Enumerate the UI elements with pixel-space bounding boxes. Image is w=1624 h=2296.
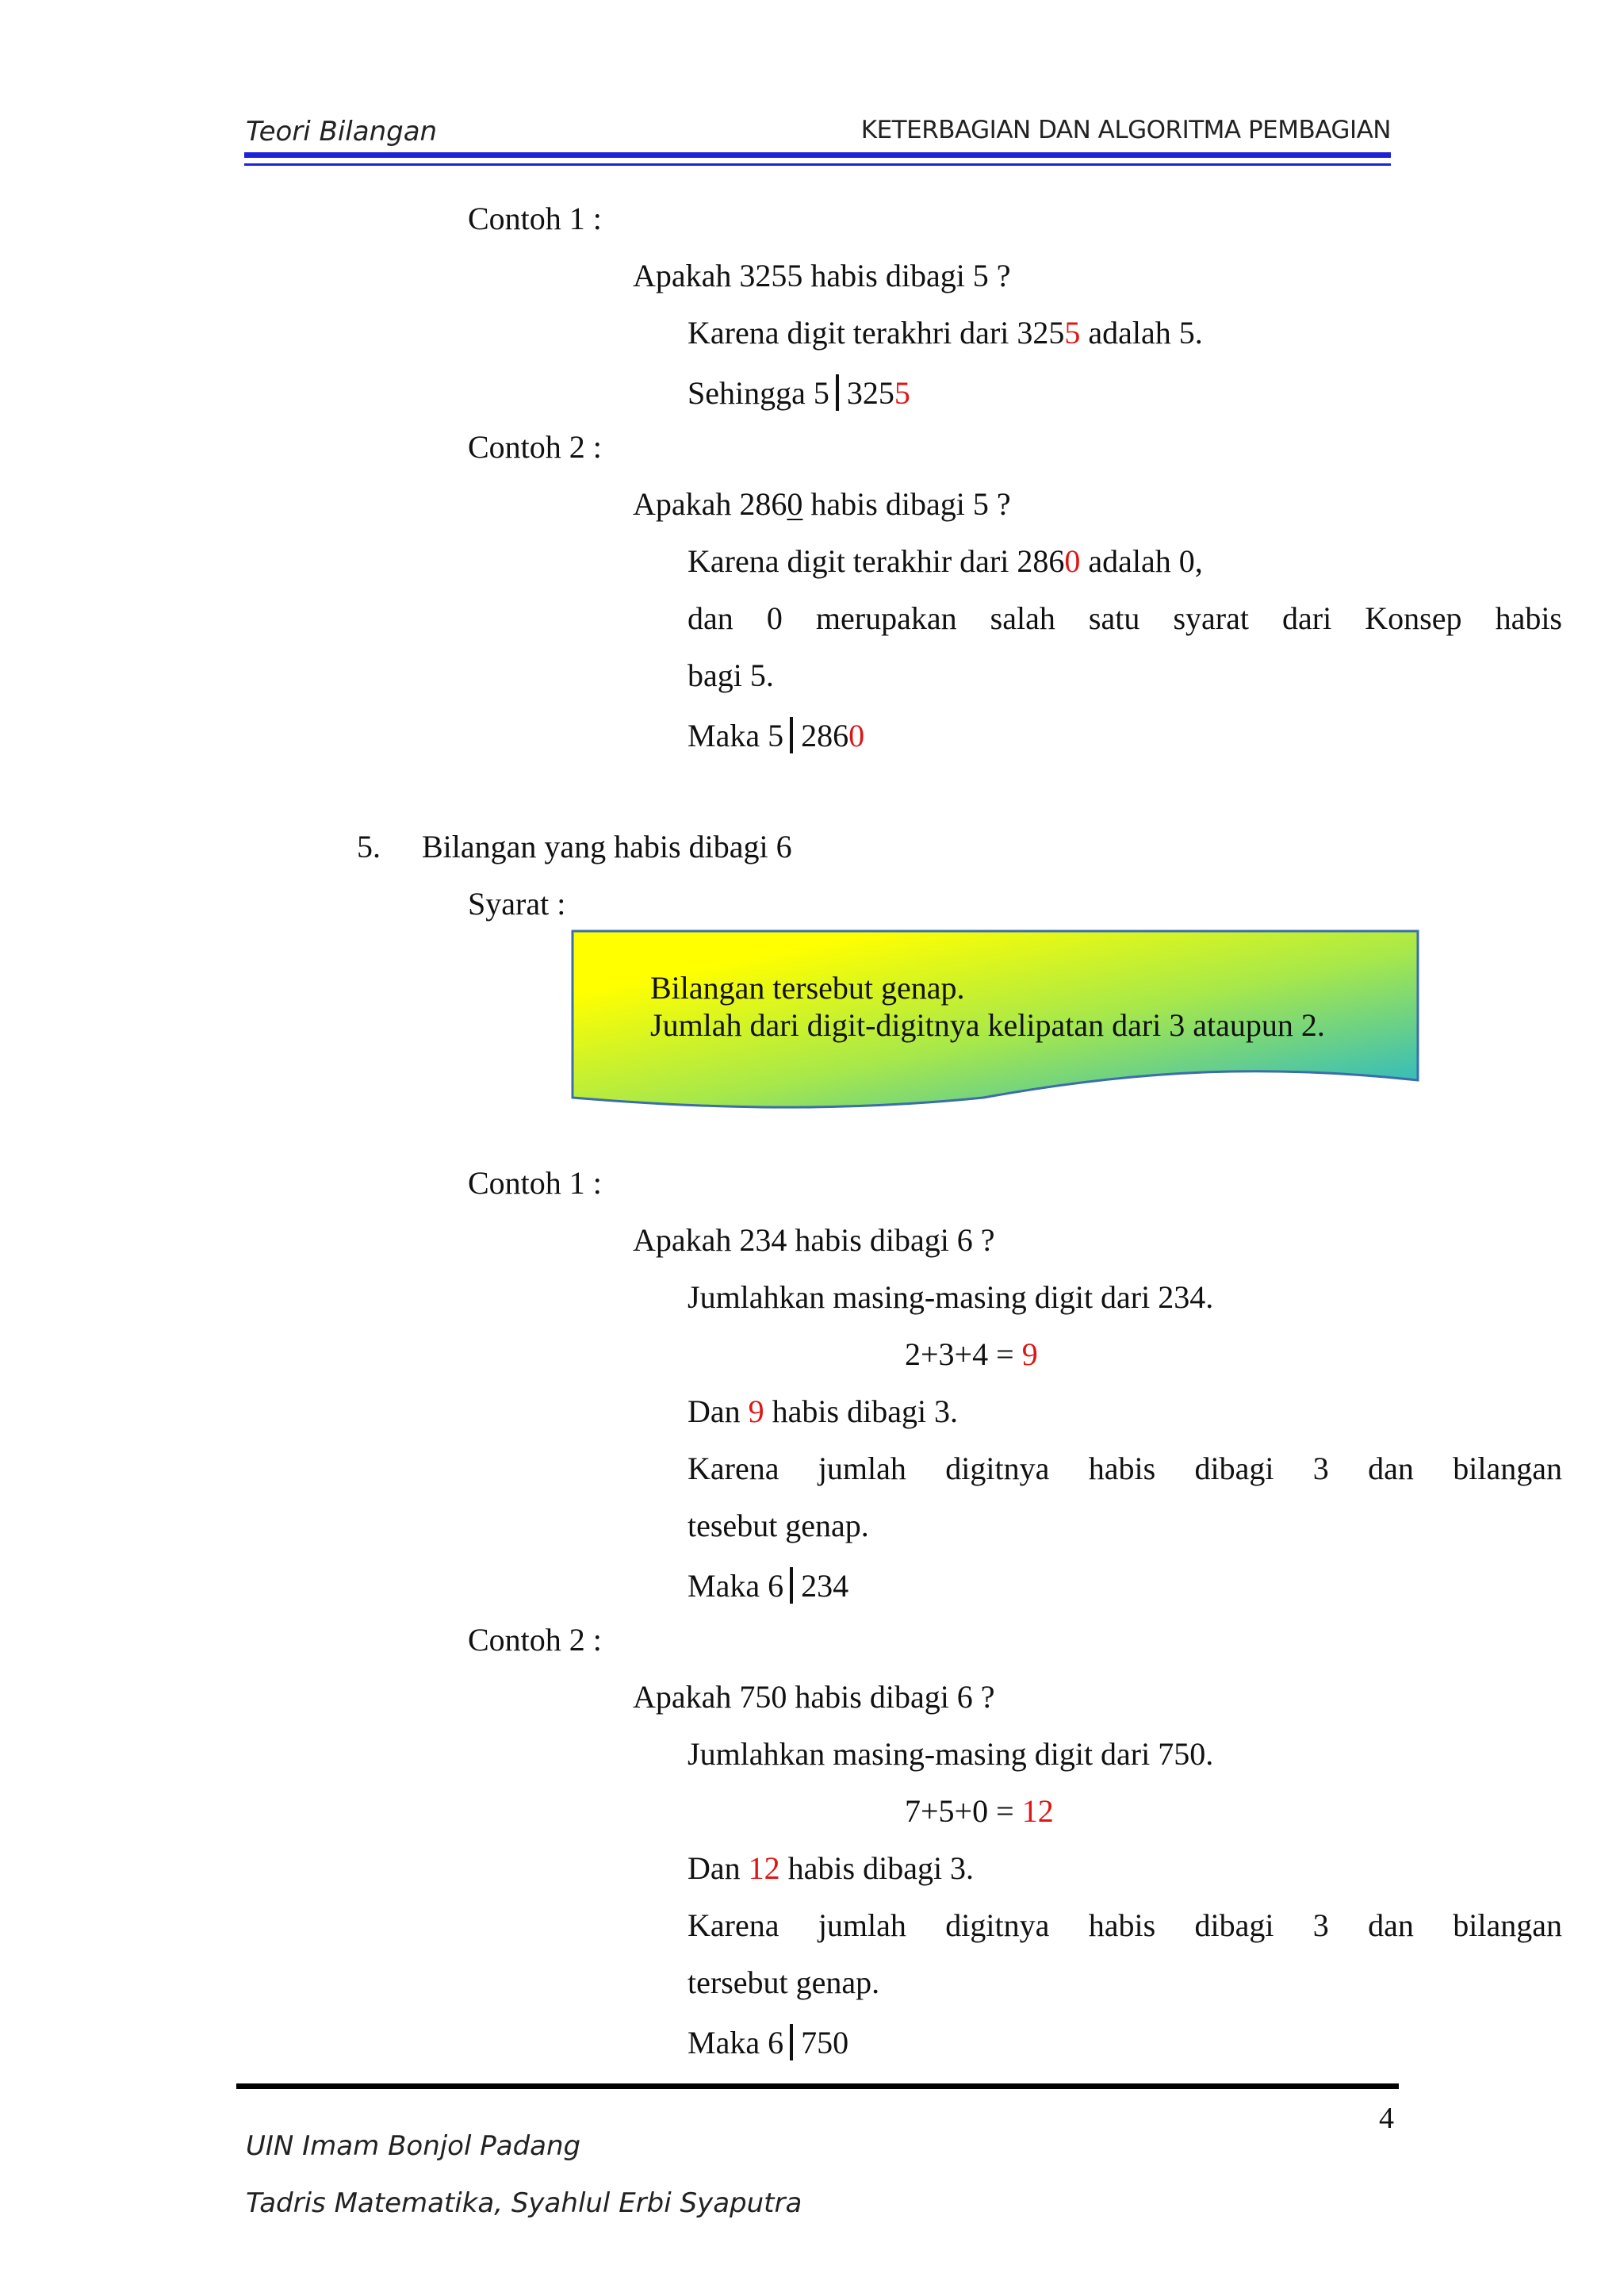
example-explanation: Karena digit terakhir dari 2860 adalah 0,	[688, 543, 1203, 579]
section-title: Bilangan yang habis dibagi 6	[422, 829, 792, 864]
requirement-label: Syarat :	[468, 886, 566, 922]
example-question: Apakah 234 habis dibagi 6 ?	[633, 1222, 995, 1258]
requirement-line: Jumlah dari digit-digitnya kelipatan dari 3 ataupun 2.	[650, 1007, 1325, 1043]
example-explanation: bagi 5.	[688, 657, 774, 693]
example-explanation: tersebut genap.	[688, 1964, 880, 2000]
example-explanation: Jumlahkan masing-masing digit dari 750.	[688, 1736, 1214, 1772]
example-label: Contoh 2 :	[468, 1622, 602, 1658]
example-label: Contoh 1 :	[468, 1165, 602, 1201]
divides-bar	[790, 717, 793, 753]
example-conclusion: Sehingga 5 3255	[688, 375, 910, 411]
header-rule	[244, 152, 1391, 158]
digit-sum-equation: 2+3+4 = 9	[905, 1336, 1038, 1372]
example-explanation: Dan 12 habis dibagi 3.	[688, 1850, 975, 1886]
example-explanation: Dan 9 habis dibagi 3.	[688, 1393, 959, 1429]
example-explanation: tesebut genap.	[688, 1508, 869, 1543]
example-label: Contoh 2 :	[468, 429, 602, 465]
page-number: 4	[1379, 2102, 1394, 2135]
example-explanation: Karena jumlah digitnya habis dibagi 3 dan bilangan	[688, 1907, 1562, 1943]
example-question: Apakah 750 habis dibagi 6 ?	[633, 1679, 995, 1715]
footer-rule	[236, 2083, 1399, 2089]
divides-bar	[790, 2024, 793, 2060]
requirement-line: Bilangan tersebut genap.	[650, 970, 965, 1006]
list-number: 5.	[357, 829, 381, 864]
header-left-title: Teori Bilangan	[246, 116, 438, 148]
digit-sum-equation: 7+5+0 = 12	[905, 1793, 1054, 1829]
header-rule-thin	[244, 163, 1391, 166]
example-label: Contoh 1 :	[468, 201, 602, 236]
example-explanation: Karena digit terakhri dari 3255 adalah 5.	[688, 315, 1203, 351]
example-explanation: Karena jumlah digitnya habis dibagi 3 dan bilangan	[688, 1451, 1562, 1486]
example-explanation: dan 0 merupakan salah satu syarat dari Konsep habis	[688, 600, 1562, 636]
footer-institution: UIN Imam Bonjol Padang	[246, 2130, 581, 2162]
example-conclusion: Maka 6 234	[688, 1568, 849, 1604]
example-explanation: Jumlahkan masing-masing digit dari 234.	[688, 1279, 1214, 1315]
example-question: Apakah 2860 habis dibagi 5 ?	[633, 486, 1011, 522]
header-right-title: KETERBAGIAN DAN ALGORITMA PEMBAGIAN	[860, 116, 1391, 144]
example-question: Apakah 3255 habis dibagi 5 ?	[633, 258, 1011, 293]
example-conclusion: Maka 5 2860	[688, 718, 865, 753]
divides-bar	[836, 374, 839, 411]
example-conclusion: Maka 6 750	[688, 2025, 849, 2060]
divides-bar	[790, 1567, 793, 1604]
footer-author: Tadris Matematika, Syahlul Erbi Syaputra	[246, 2187, 802, 2219]
